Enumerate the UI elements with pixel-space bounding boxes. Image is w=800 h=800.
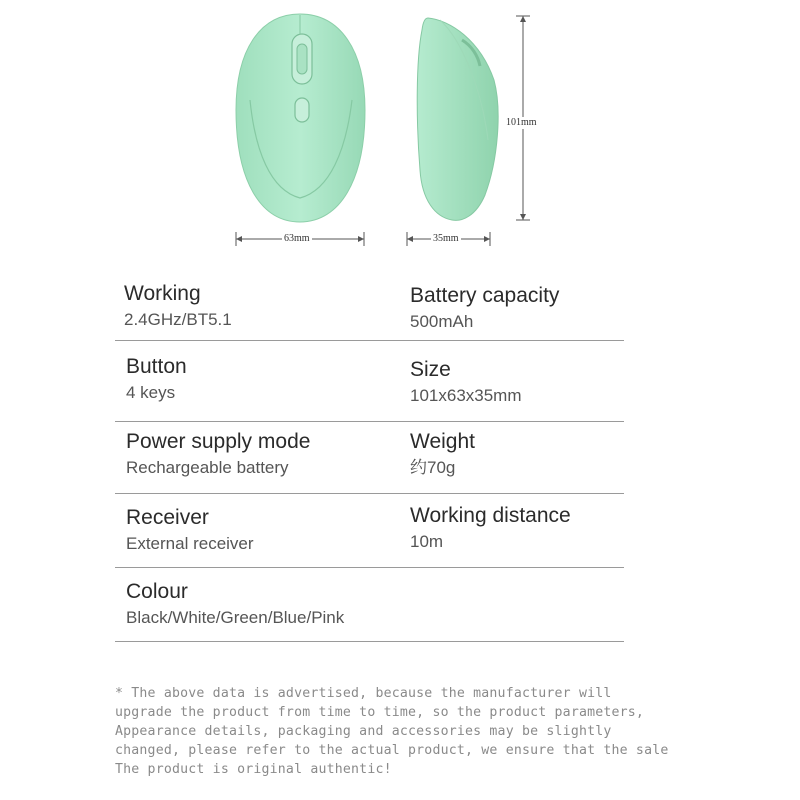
spec-label: Working distance <box>410 504 571 527</box>
spec-row <box>115 430 624 498</box>
spec-weight <box>410 430 475 478</box>
spec-row <box>115 504 624 572</box>
spec-value: 101x63x35mm <box>410 386 522 405</box>
disclaimer-line: * The above data is advertised, because the manufacturer will <box>115 686 612 701</box>
spec-value: 2.4GHz/BT5.1 <box>124 310 232 329</box>
disclaimer-line: Appearance details, packaging and accessories may be slightly <box>115 724 612 739</box>
mouse-side-view <box>417 18 498 220</box>
spec-value: 10m <box>410 532 444 551</box>
spec-row <box>115 355 624 425</box>
spec-colour <box>126 580 344 628</box>
spec-label: Button <box>126 355 187 378</box>
spec-value: 约70g <box>410 458 456 477</box>
row-divider <box>115 567 624 568</box>
row-divider <box>115 641 624 642</box>
spec-value: Black/White/Green/Blue/Pink <box>126 608 345 627</box>
spec-value: 500mAh <box>410 312 474 331</box>
spec-label: Receiver <box>126 506 209 529</box>
length-dimension-label: 101mm <box>506 117 537 128</box>
spec-value: 4 keys <box>126 383 176 402</box>
spec-size <box>410 358 522 406</box>
spec-label: Battery capacity <box>410 284 560 307</box>
spec-label: Size <box>410 358 451 381</box>
disclaimer-line: changed, please refer to the actual product, we ensure that the sale <box>115 743 669 758</box>
spec-label: Working <box>124 282 201 305</box>
spec-label: Weight <box>410 430 475 453</box>
spec-button <box>126 355 187 403</box>
spec-value: External receiver <box>126 534 254 553</box>
spec-label: Colour <box>126 580 188 603</box>
spec-working <box>124 282 232 330</box>
disclaimer-line: upgrade the product from time to time, so the product parameters, <box>115 705 645 720</box>
depth-dimension-label: 35mm <box>433 233 459 244</box>
mouse-illustration <box>200 0 600 260</box>
width-dimension-label: 63mm <box>284 233 310 244</box>
spec-row <box>115 282 624 342</box>
row-divider <box>115 421 624 422</box>
spec-working-distance <box>410 504 571 552</box>
spec-battery-capacity <box>410 284 559 332</box>
disclaimer-line: The product is original authentic! <box>115 762 392 777</box>
spec-power-supply-mode <box>126 430 310 478</box>
row-divider <box>115 340 624 341</box>
spec-receiver <box>126 506 254 554</box>
row-divider <box>115 493 624 494</box>
product-dimension-figure <box>200 0 600 260</box>
spec-label: Power supply mode <box>126 430 311 453</box>
mouse-top-view <box>236 14 365 222</box>
disclaimer-text <box>115 684 675 779</box>
spec-value: Rechargeable battery <box>126 458 289 477</box>
spec-row <box>115 580 624 644</box>
